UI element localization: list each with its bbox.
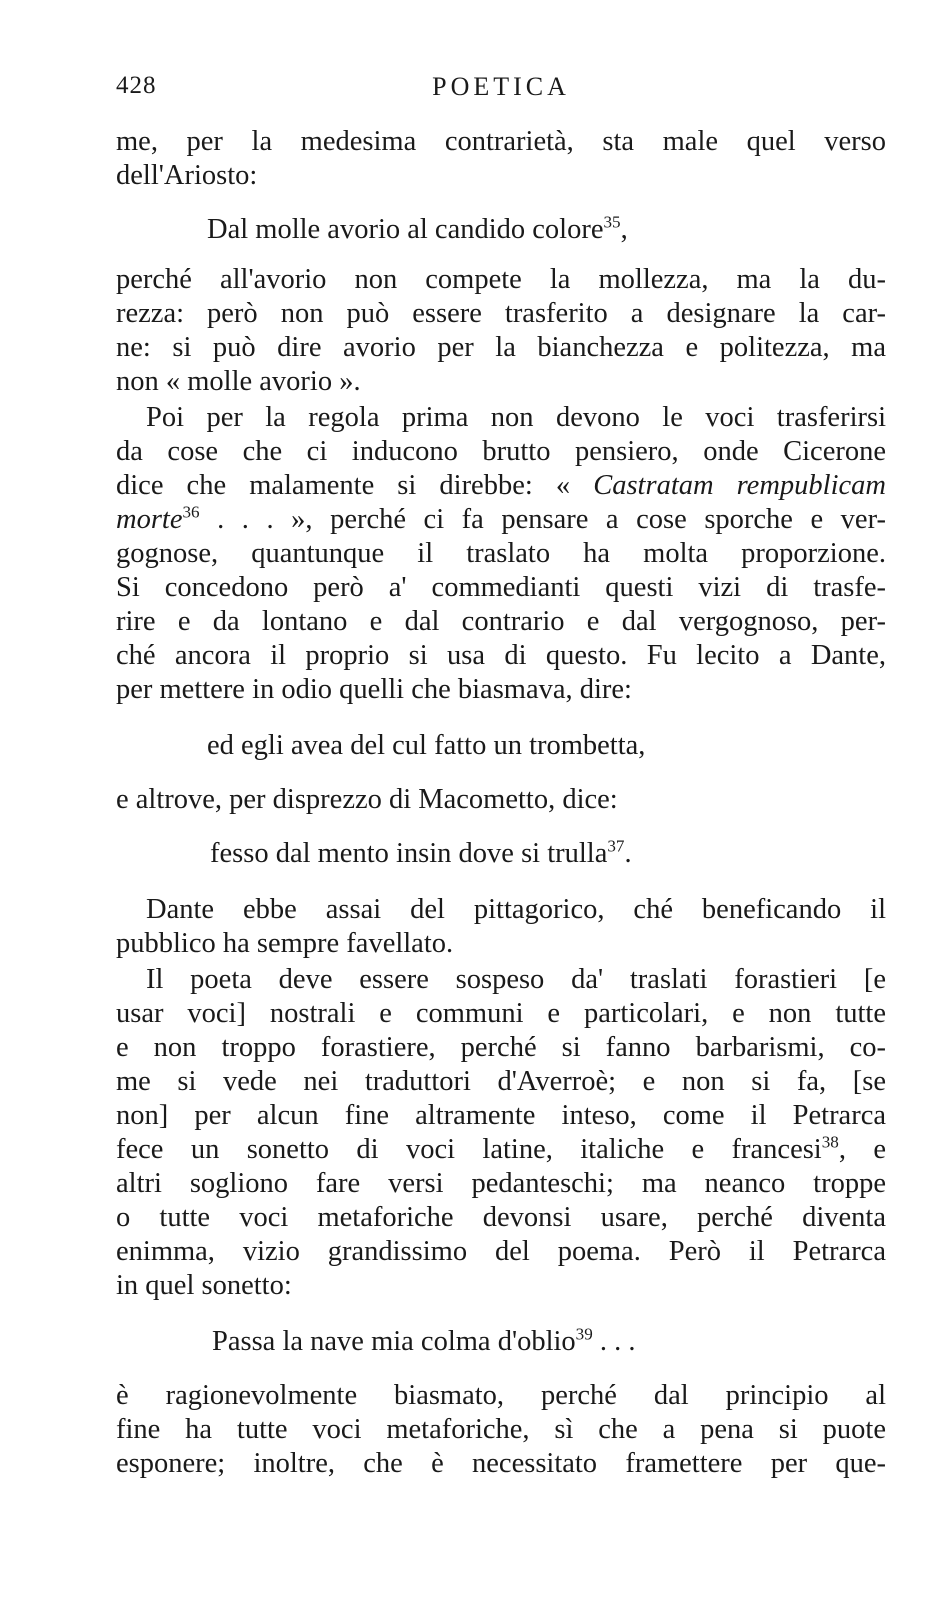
verse-quote: Dal molle avorio al candido colore$^{35}$, xyxy=(207,212,628,245)
text-line: pubblico ha sempre favellato. xyxy=(116,928,454,959)
text-line: altri sogliono fare versi pedanteschi; ma neanco troppe xyxy=(116,1168,886,1199)
running-head xyxy=(116,72,886,112)
verse-quote: fesso dal mento insin dove si trulla$^{37}$. xyxy=(210,836,632,869)
text-line: e altrove, per disprezzo di Macometto, dice: xyxy=(116,784,618,815)
text-line: me si vede nei traduttori d'Averroè; e non si fa, [se xyxy=(116,1066,886,1097)
text-line: ché ancora il proprio si usa di questo. Fu lecito a Dante, xyxy=(116,640,886,671)
footnote-ref: 37 xyxy=(607,836,625,856)
footnote-ref: 39 xyxy=(575,1324,593,1344)
text-line: esponere; inoltre, che è necessitato framettere per que- xyxy=(116,1448,886,1479)
text-line: rezza: però non può essere trasferito a designare la car- xyxy=(116,298,886,329)
text-line: non] per alcun fine altramente inteso, come il Petrarca xyxy=(116,1100,886,1131)
text-line: dell'Ariosto: xyxy=(116,160,258,191)
text-line: per mettere in odio quelli che biasmava, dire: xyxy=(116,674,632,705)
text-line: fine ha tutte voci metaforiche, sì che a pena si puote xyxy=(116,1414,886,1445)
text-line: enimma, vizio grandissimo del poema. Però il Petrarca xyxy=(116,1236,886,1267)
text-line: usar voci] nostrali e communi e particolari, e non tutte xyxy=(116,998,886,1029)
verse-quote: Passa la nave mia colma d'oblio$^{39}$ . . . xyxy=(212,1324,636,1357)
text-line: non « molle avorio ». xyxy=(116,366,361,397)
text-line: gognose, quantunque il traslato ha molta proporzione. xyxy=(116,538,886,569)
text-line: perché all'avorio non compete la mollezza, ma la du- xyxy=(116,264,886,295)
text-line: Si concedono però a' commedianti questi vizi di trasfe- xyxy=(116,572,886,603)
text-line: fece un sonetto di voci latine, italiche e francesi$^{38}$, e xyxy=(116,1132,886,1165)
footnote-ref: 35 xyxy=(603,212,621,232)
verse-quote: ed egli avea del cul fatto un trombetta, xyxy=(207,730,646,761)
text-line: me, per la medesima contrarietà, sta male quel verso xyxy=(116,126,886,157)
page-number: 428 xyxy=(116,72,157,99)
text-line: Il poeta deve essere sospeso da' traslati forastieri [e xyxy=(146,964,886,995)
text-line: dice che malamente si direbbe: « Castratam rempublicam xyxy=(116,470,886,501)
text-line: da cose che ci inducono brutto pensiero, onde Cicerone xyxy=(116,436,886,467)
footnote-ref: 36 xyxy=(182,502,200,522)
text-line: Poi per la regola prima non devono le voci trasferirsi xyxy=(146,402,886,433)
text-line: è ragionevolmente biasmato, perché dal principio al xyxy=(116,1380,886,1411)
text-line: Dante ebbe assai del pittagorico, ché beneficando il xyxy=(146,894,886,925)
text-line: ne: si può dire avorio per la bianchezza e politezza, ma xyxy=(116,332,886,363)
section-title: POETICA xyxy=(432,72,570,101)
text-line: o tutte voci metaforiche devonsi usare, perché diventa xyxy=(116,1202,886,1233)
text-line: rire e da lontano e dal contrario e dal vergognoso, per- xyxy=(116,606,886,637)
text-line: morte$^{36}$ . . . », perché ci fa pensare a cose sporche e ver- xyxy=(116,502,886,535)
text-line: e non troppo forastiere, perché si fanno barbarismi, co- xyxy=(116,1032,886,1063)
footnote-ref: 38 xyxy=(821,1132,839,1152)
text-line: in quel sonetto: xyxy=(116,1270,292,1301)
